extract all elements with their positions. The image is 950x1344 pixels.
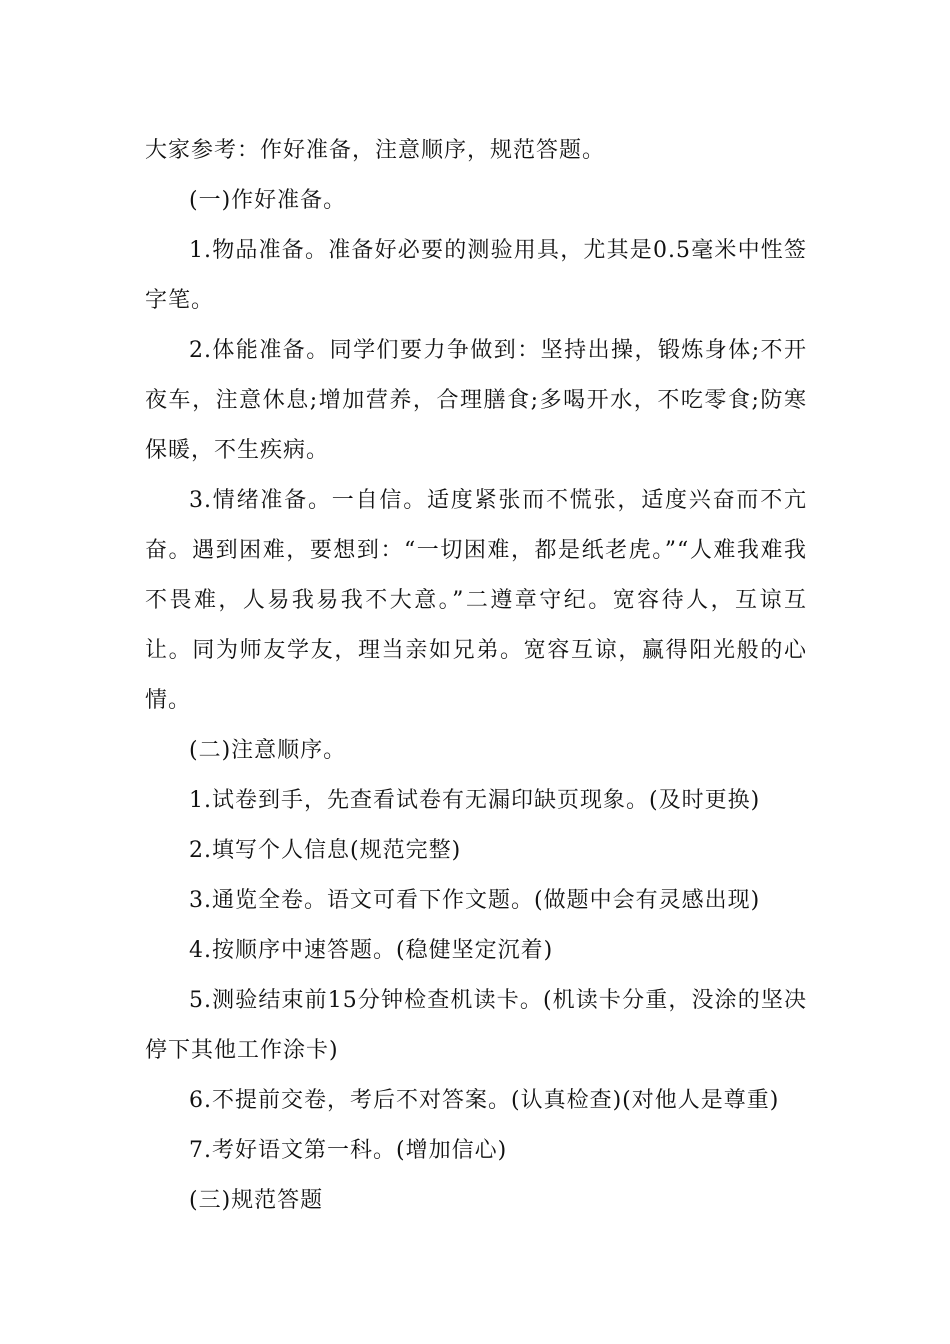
paragraph-item-preparation: 1.物品准备。准备好必要的测验用具，尤其是0.5毫米中性签字笔。: [145, 238, 807, 313]
paragraph-intro: 大家参考：作好准备，注意顺序，规范答题。: [145, 138, 606, 163]
list-item: 3.通览全卷。语文可看下作文题。(做题中会有灵感出现): [189, 888, 761, 913]
list-item: 7.考好语文第一科。(增加信心): [189, 1138, 508, 1163]
list-item: 1.试卷到手，先查看试卷有无漏印缺页现象。(及时更换): [189, 788, 761, 813]
document-body: [145, 126, 807, 1226]
list-item: 2.填写个人信息(规范完整): [189, 838, 462, 863]
section-heading-answering: (三)规范答题: [189, 1188, 324, 1213]
paragraph-physical-preparation: 2.体能准备。同学们要力争做到：坚持出操，锻炼身体;不开夜车，注意休息;增加营养，合理膳食;多喝开水，不吃零食;防寒保暖，不生疾病。: [145, 338, 807, 463]
list-item: 5.测验结束前15分钟检查机读卡。(机读卡分重，没涂的坚决停下其他工作涂卡): [145, 988, 807, 1063]
list-item: 6.不提前交卷，考后不对答案。(认真检查)(对他人是尊重): [189, 1088, 780, 1113]
section-heading-order: (二)注意顺序。: [189, 738, 347, 763]
list-item: 4.按顺序中速答题。(稳健坚定沉着): [189, 938, 554, 963]
paragraph-emotional-preparation: 3.情绪准备。一自信。适度紧张而不慌张，适度兴奋而不亢奋。遇到困难，要想到：“一切困难，都是纸老虎。”“人难我难我不畏难，人易我易我不大意。”二遵章守纪。宽容待人，互谅互让。同为师友学友，理当亲如兄弟。宽容互谅，赢得阳光般的心情。: [145, 488, 807, 713]
section-heading-preparation: (一)作好准备。: [189, 188, 347, 213]
